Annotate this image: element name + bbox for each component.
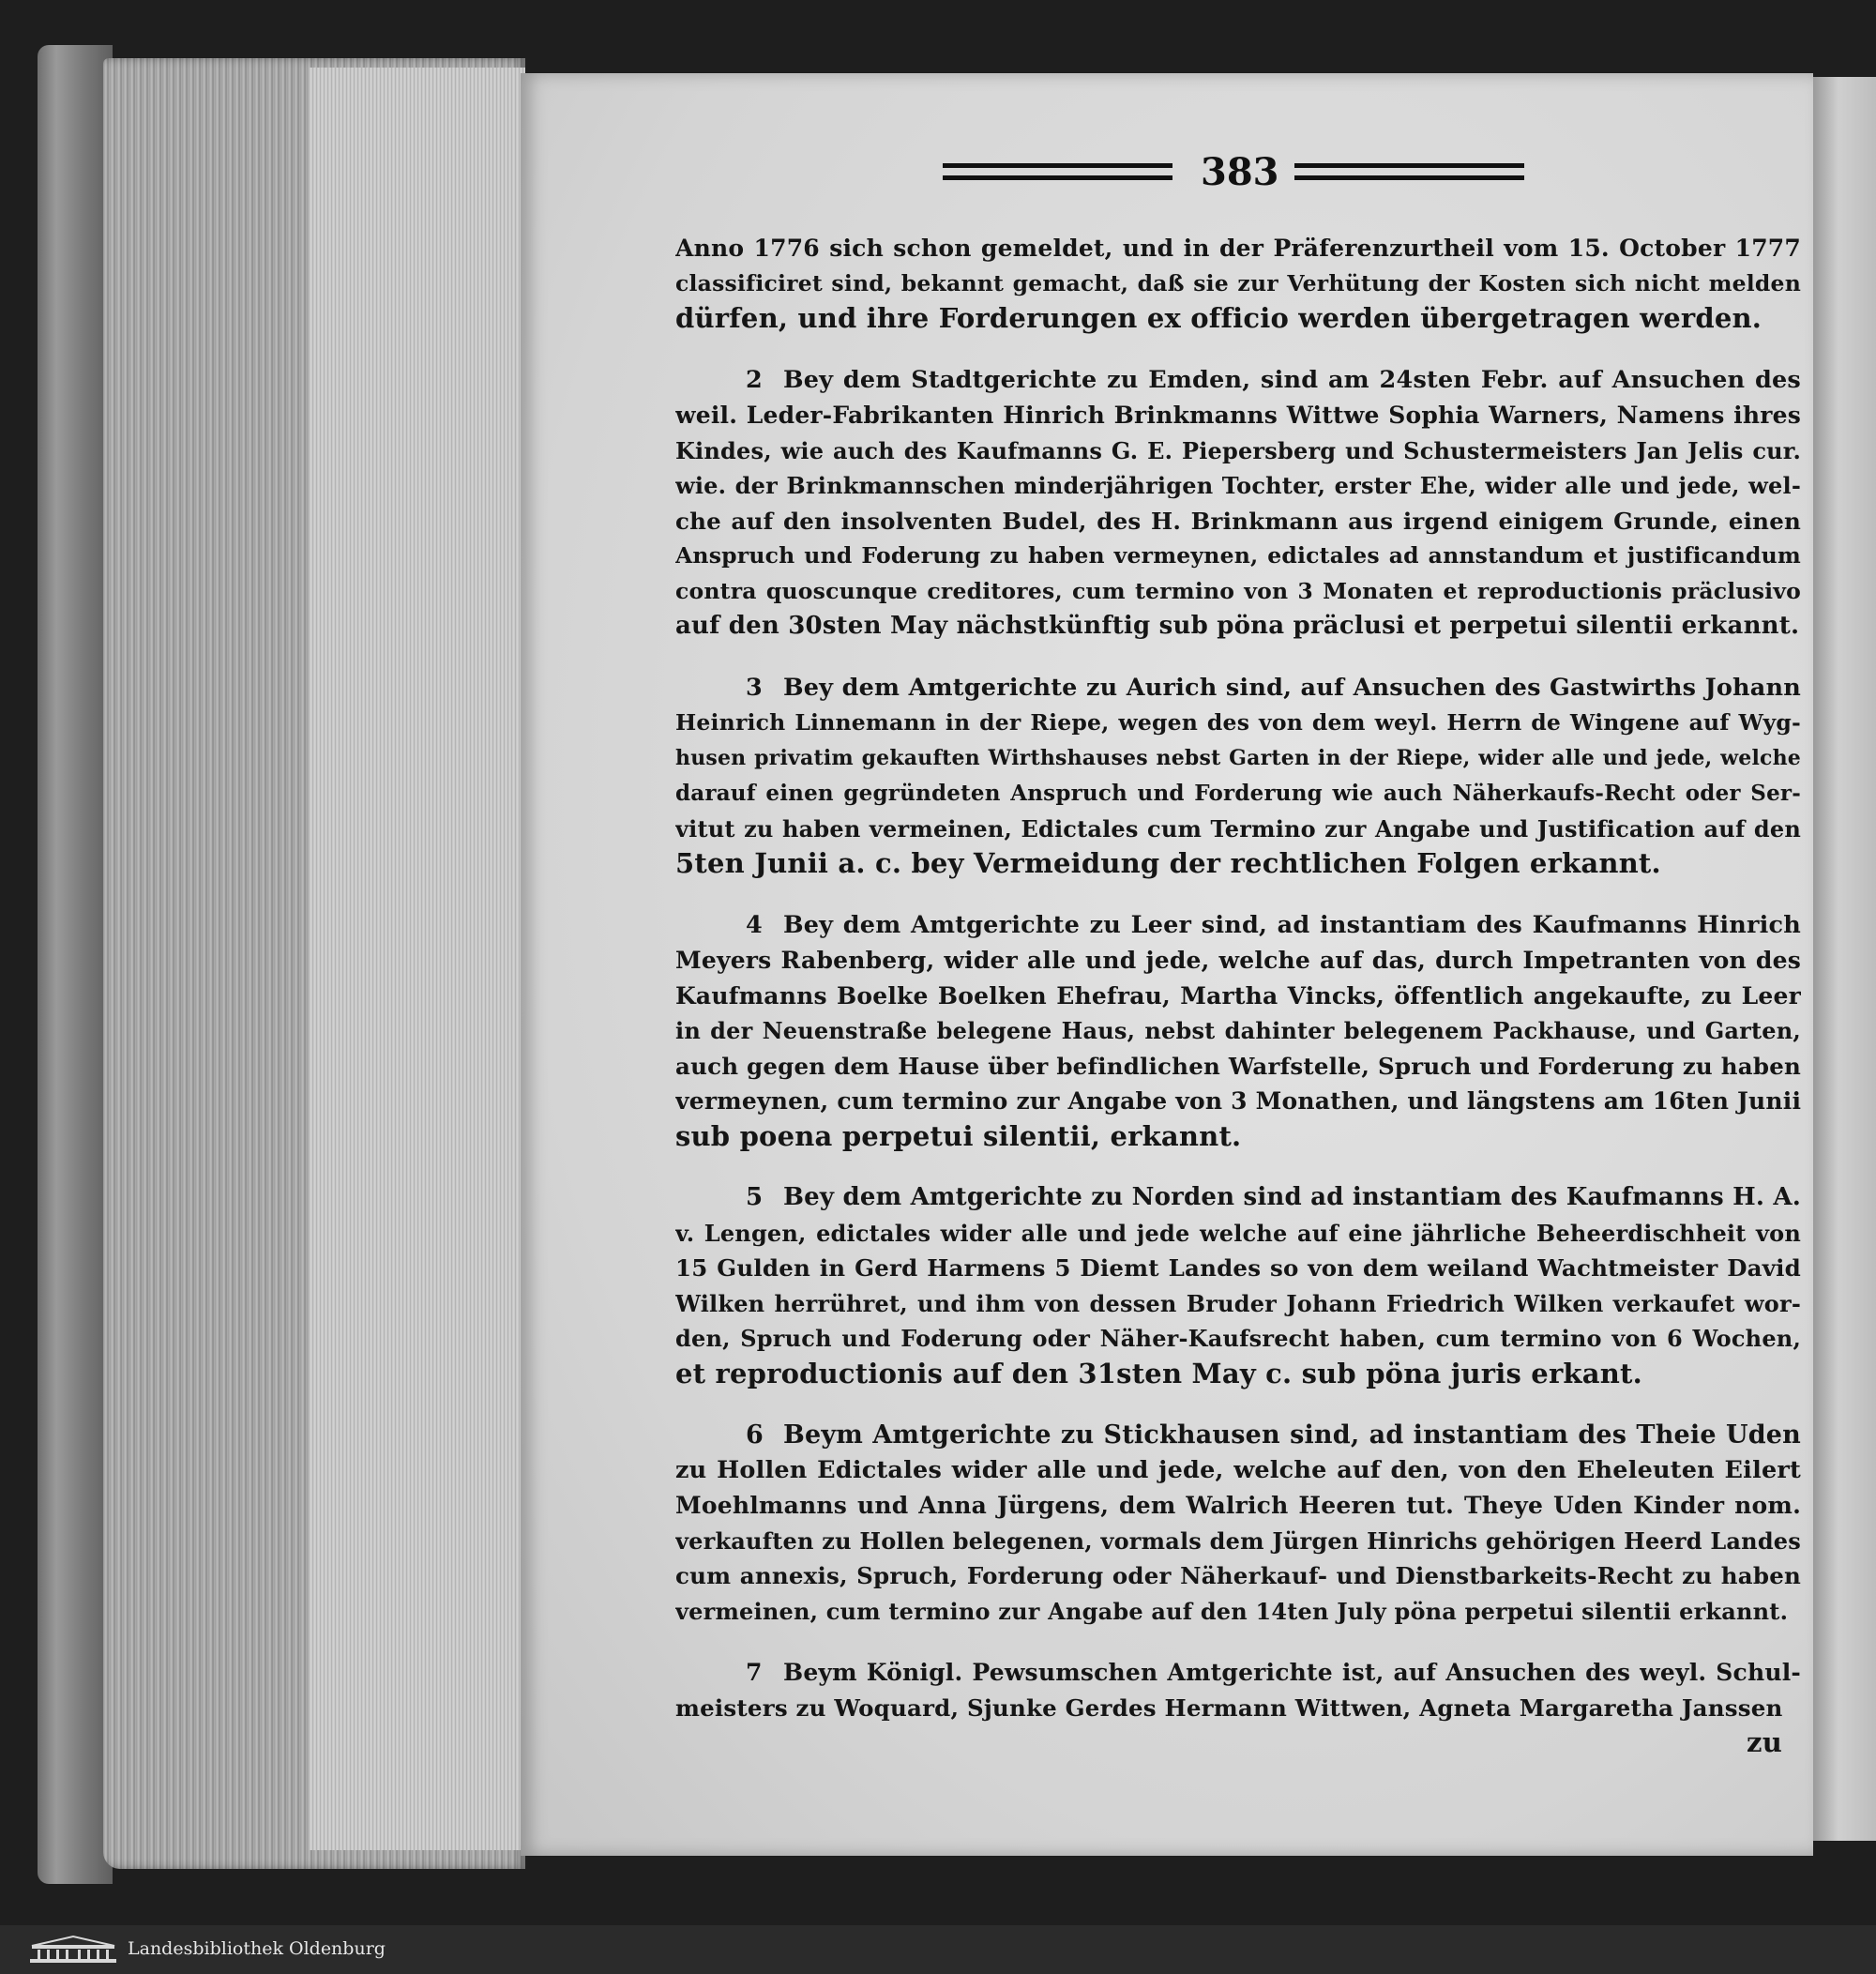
page-number: 383 (1201, 150, 1279, 194)
line-text: sub poena perpetui silentii, erkannt. (675, 1119, 1242, 1152)
line-text: cum annexis, Spruch, Forderung oder Näherkauf- und Dienstbarkeits-Recht zu haben (675, 1562, 1801, 1589)
line-text: che auf den insolventen Budel, des H. Brinkmann aus irgend einigem Grunde, einen (675, 507, 1801, 535)
text-line (675, 231, 1801, 266)
paragraph (675, 363, 1801, 645)
text-line (675, 468, 1801, 504)
header-rule-left (943, 163, 1172, 180)
line-text: den, Spruch und Foderung oder Näher-Kaufsrecht haben, cum termino von 6 Wochen, (675, 1325, 1801, 1352)
footer-bar (0, 1925, 1876, 1974)
text-line (675, 398, 1801, 433)
line-text: Bey dem Amtgerichte zu Aurich sind, auf Ansuchen des Gastwirths Johann (783, 673, 1801, 702)
paragraph-number: 6 (746, 1420, 764, 1450)
header-rule-right (1294, 163, 1524, 180)
text-line (675, 979, 1801, 1014)
line-text: Meyers Rabenberg, wider alle und jede, welche auf das, durch Impetranten von des (675, 947, 1801, 974)
text-line (675, 1558, 1801, 1594)
library-name: Landesbibliothek Oldenburg (128, 1938, 386, 1959)
text-line (675, 908, 1801, 944)
line-text: Bey dem Amtgerichte zu Norden sind ad instantiam des Kaufmanns H. A. (783, 1183, 1801, 1211)
text-line (675, 776, 1801, 812)
line-text: auf den 30sten May nächstkünftig sub pöna präclusi et perpetui silentii erkannt. (675, 612, 1800, 640)
line-text: 5ten Junii a. c. bey Vermeidung der rechtlichen Folgen erkannt. (675, 847, 1661, 879)
line-text: 15 Gulden in Gerd Harmens 5 Diemt Landes so von dem weiland Wachtmeister David (675, 1254, 1801, 1282)
line-text: vermeinen, cum termino zur Angabe auf den 14ten July pöna perpetui silentii erkannt. (675, 1597, 1789, 1625)
line-text: v. Lengen, edictales wider alle und jede welche auf eine jährliche Beheerdischheit von (675, 1219, 1801, 1247)
line-text: Bey dem Stadtgerichte zu Emden, sind am 24sten Febr. auf Ansuchen des (783, 365, 1801, 394)
line-text: Kindes, wie auch des Kaufmanns G. E. Piepersberg und Schustermeisters Jan Jelis cur. (675, 436, 1801, 464)
text-line (675, 433, 1801, 469)
paragraph-number: 3 (746, 673, 763, 702)
line-text: Bey dem Amtgerichte zu Leer sind, ad instantiam des Kaufmanns Hinrich (783, 910, 1801, 939)
line-text: Moehlmanns und Anna Jürgens, dem Walrich Heeren tut. Theye Uden Kinder nom. (675, 1492, 1801, 1519)
text-line (675, 1180, 1801, 1216)
text-line (675, 1286, 1801, 1322)
text-line (675, 363, 1801, 399)
text-line (675, 539, 1801, 574)
text-line (675, 1119, 1801, 1155)
paragraph-number: 2 (746, 365, 763, 394)
paragraph (675, 231, 1801, 337)
line-text: Anspruch und Foderung zu haben vermeynen, edictales ad annstandum et justificandum (675, 542, 1801, 569)
line-text: Heinrich Linnemann in der Riepe, wegen des von dem weyl. Herrn de Wingene auf Wyg- (675, 709, 1801, 736)
text-line (675, 1594, 1801, 1630)
line-text: weil. Leder-Fabrikanten Hinrich Brinkmanns Wittwe Sophia Warners, Namens ihres (675, 402, 1801, 429)
text-line (675, 846, 1801, 882)
text-line (675, 301, 1801, 337)
line-text: Beym Amtgerichte zu Stickhausen sind, ad instantiam des Theie Uden (783, 1420, 1801, 1450)
paragraph-number: 5 (746, 1183, 764, 1211)
line-text: vitut zu haben vermeinen, Edictales cum Termino zur Angabe und Justification auf den (675, 814, 1801, 843)
line-text: verkauften zu Hollen belegenen, vormals dem Jürgen Hinrichs gehörigen Heerd Landes (675, 1526, 1801, 1555)
line-text: classificiret sind, bekannt gemacht, daß sie zur Verhütung der Kosten sich nicht melden (675, 269, 1801, 296)
paragraph (675, 1418, 1801, 1629)
paragraph-number: 7 (746, 1659, 763, 1686)
line-text: contra quoscunque creditores, cum termino von 3 Monaten et reproductionis präclusivo (675, 577, 1801, 604)
text-line (675, 812, 1801, 847)
text-line (675, 671, 1801, 706)
line-text: Anno 1776 sich schon gemeldet, und in der Präferenzurtheil vom 15. October 1777 (675, 235, 1801, 262)
line-text: meisters zu Woquard, Sjunke Gerdes Hermann Wittwen, Agneta Margaretha Janssen (675, 1693, 1783, 1722)
line-text: darauf einen gegründeten Anspruch und Forderung wie auch Näherkaufs-Recht oder Ser- (675, 781, 1801, 806)
text-line (675, 1084, 1801, 1119)
line-text: zu Hollen Edictales wider alle und jede, welche auf den, von den Eheleuten Eilert (675, 1455, 1801, 1484)
text-line (675, 504, 1801, 539)
text-line (675, 1655, 1801, 1691)
text-line (675, 1357, 1801, 1392)
line-text: vermeynen, cum termino zur Angabe von 3 Monathen, und längstens am 16ten Junii (675, 1087, 1801, 1115)
line-text: dürfen, und ihre Forderungen ex officio werden übergetragen werden. (675, 302, 1763, 334)
line-text: wie. der Brinkmannschen minderjährigen Tochter, erster Ehe, wider alle und jede, wel- (675, 472, 1801, 499)
text-line (675, 1049, 1801, 1085)
line-text: auch gegen dem Hause über befindlichen Warfstelle, Spruch und Forderung zu haben (675, 1052, 1801, 1080)
text-line (675, 1691, 1801, 1726)
text-line (675, 1321, 1801, 1357)
text-line (675, 943, 1801, 979)
page-edges-inner (310, 68, 525, 1850)
line-text: in der Neuenstraße belegene Haus, nebst dahinter belegenem Packhause, und Garten, (675, 1017, 1801, 1044)
line-text: Kaufmanns Boelke Boelken Ehefrau, Martha Vincks, öffentlich angekaufte, zu Leer (675, 981, 1801, 1010)
library-logo-icon (28, 1935, 118, 1965)
text-line (675, 266, 1801, 302)
text-line (675, 1251, 1801, 1286)
text-line (675, 609, 1801, 645)
paragraph (675, 1180, 1801, 1391)
text-line (675, 1488, 1801, 1524)
page-text (675, 231, 1801, 1761)
text-line (675, 1418, 1801, 1453)
paragraph (675, 671, 1801, 882)
line-text: et reproductionis auf den 31sten May c. sub pöna juris erkant. (675, 1357, 1642, 1389)
text-line (675, 1013, 1801, 1049)
text-line (675, 706, 1801, 741)
page-header (943, 150, 1524, 197)
paragraph (675, 908, 1801, 1155)
line-text: Wilken herrühret, und ihm von dessen Bruder Johann Friedrich Wilken verkaufet wor- (675, 1289, 1801, 1317)
line-text: husen privatim gekauften Wirthshauses nebst Garten in der Riepe, wider alle und jede, welche (675, 745, 1801, 770)
catchword: zu (1747, 1726, 1782, 1758)
paragraph-number: 4 (746, 910, 763, 939)
text-line (675, 1453, 1801, 1489)
text-line (675, 741, 1801, 777)
next-page-edge (1813, 77, 1876, 1841)
text-line (675, 1524, 1801, 1559)
text-line (675, 1216, 1801, 1252)
line-text: Beym Königl. Pewsumschen Amtgerichte ist, auf Ansuchen des weyl. Schul- (783, 1659, 1801, 1686)
text-line (675, 574, 1801, 610)
book-cover (38, 45, 113, 1884)
paragraph (675, 1655, 1801, 1725)
